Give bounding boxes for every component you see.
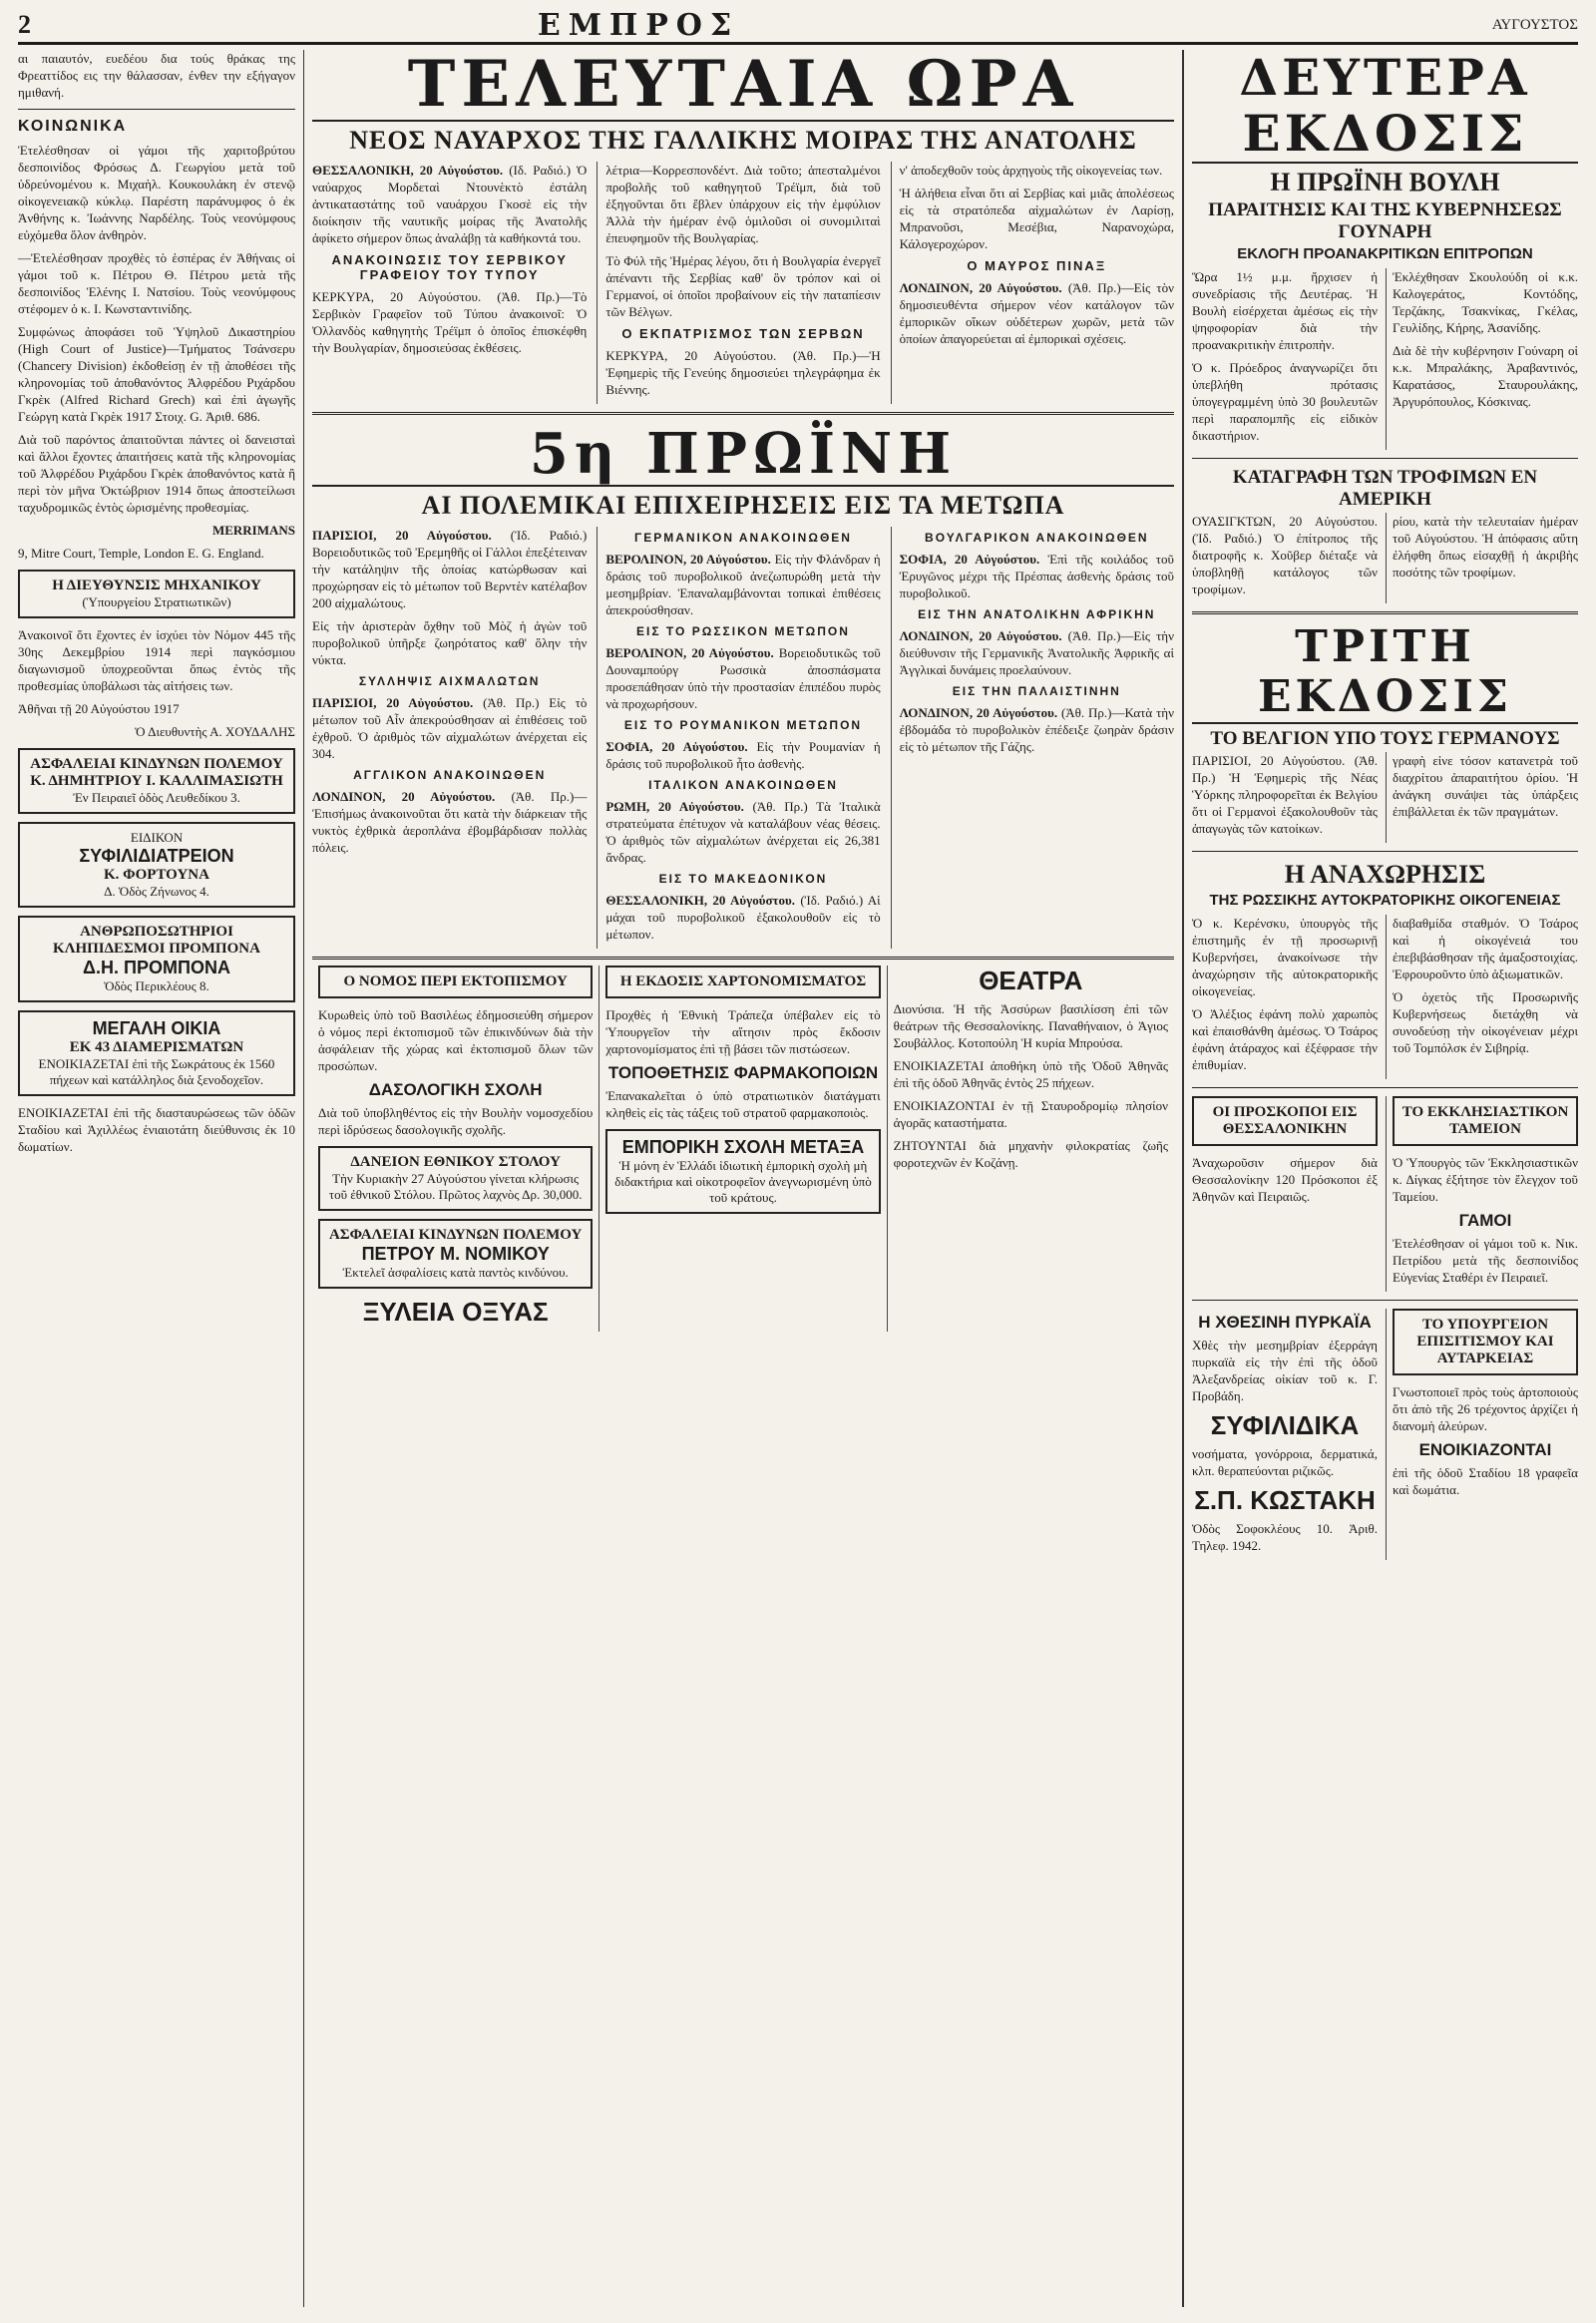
article-text: Εἰς τὴν Ρουμανίαν ἡ δράσις τοῦ πυροβολικοῦ ἦτο ἀσθενὴς. (605, 739, 881, 771)
dateline: ΛΟΝΔΙΝΟΝ, 20 Αὐγούστου. (899, 705, 1058, 720)
fire-title: Η ΧΘΕΣΙΝΗ ΠΥΡΚΑΪΑ (1198, 1313, 1372, 1332)
article-text: Ἐκλέχθησαν Σκουλούδη οἱ κ.κ. Καλογεράτος, Κοντόδης, Τερζάκης, Τσακνίκας, Γκέλας, Γευλίδης, Κήρης, Ἀσανίδης. (1393, 269, 1578, 335)
syphilis-ad-text: νοσήματα, γονόρροια, δερματικά, κλπ. θεραπεύονται ριζικῶς. (1192, 1446, 1378, 1478)
article-text: ΠΑΡΙΣΙΟΙ, 20 Αὐγούστου. (Ἀθ. Πρ.) Ἡ Ἐφημερὶς τῆς Νέας Ὑόρκης πληροφορεῖται ἐκ Βελγίου ὅτι οἱ Γερμανοὶ ἐξακολουθοῦν τὰς ἀπαγωγὰς τῶν κατοίκων. (1192, 753, 1378, 836)
article-text: διαβαθμίδα σταθμόν. Ὁ Τσάρος καὶ ἡ οἰκογένειά του ἐπεβιβάσθησαν τῆς ἀμαξοστοιχίας. Ἐφρουροῦντο ὑπὸ ἀξιωματικῶν. (1393, 916, 1578, 981)
article-text: Ὁ κ. Κερένσκυ, ὑπουργὸς τῆς ἐπιστημῆς ἐν τῇ προσωρινῇ Κυβερνήσει, ἀνακοίνωσε τὴν ἀναχώρησιν τῆς αὐτοκρατορικῆς οἰκογενείας. (1192, 916, 1378, 998)
ad-insurance-name: Κ. ΔΗΜΗΤΡΙΟΥ Ι. ΚΑΛΛΙΜΑΣΙΩΤΗ (30, 773, 283, 789)
ad-trusses-name: Δ.Η. ΠΡΟΜΠΟΝΑ (83, 958, 230, 977)
article-text: (Ἀθ. Πρ.) Εἰς τὸ μέτωπον τοῦ Αἶν ἀπεκρούσθησαν αἱ ἐπιθέσεις τοῦ ἐχθροῦ. Ὁ ἀριθμὸς τῶν αἰχμαλώτων ἀνέρχεται εἰς 304. (312, 695, 588, 761)
engineering-sign: Ὁ Διευθυντὴς Α. ΧΟΥΔΑΛΗΣ (135, 724, 295, 739)
departure-title: Η ΑΝΑΧΩΡΗΣΙΣ (1284, 860, 1486, 889)
dateline: ΠΑΡΙΣΙΟΙ, 20 Αὐγούστου. (312, 695, 474, 710)
ad-insurance (18, 748, 295, 814)
notice-title: Η ΕΚΔΟΣΙΣ ΧΑΡΤΟΝΟΜΙΣΜΑΤΟΣ (619, 973, 867, 989)
intro-text: αι παιαυτόν, ευεδέου δια τούς θράκας της Φρεαττίδος εις την θάλασσαν, ένθεν την εξήγαγον ημιθανή. (18, 51, 295, 100)
page-number: 2 (18, 10, 31, 39)
timber-ad: ΞΥΛΕΙΑ ΟΞΥΑΣ (362, 1297, 549, 1327)
legal-signature: MERRIMANS (211, 523, 295, 538)
ad-clinic (18, 822, 295, 908)
article-text: ἐπὶ τῆς ὁδοῦ Σταδίου 18 γραφεῖα καὶ δωμάτια. (1393, 1465, 1578, 1497)
dateline: ΒΕΡΟΛΙΝΟΝ, 20 Αὐγούστου. (605, 645, 774, 660)
weddings-title: ΓΑΜΟΙ (1458, 1211, 1512, 1230)
middle-column (304, 50, 1182, 2307)
notice-text: Διὰ τοῦ ὑποβληθέντος εἰς τὴν Βουλὴν νομοσχεδίου περὶ ἱδρύσεως δασολογικῆς σχολῆς. (318, 1105, 594, 1137)
ministry-title: ΤΟ ΥΠΟΥΡΓΕΙΟΝ ΕΠΙΣΙΤΙΣΜΟΥ ΚΑΙ ΑΥΤΑΡΚΕΙΑΣ (1416, 1317, 1554, 1366)
article-text: Ἐπὶ τῆς κοιλάδος τοῦ Ἐρυγῶνος μέχρι τῆς Πρέσπας ἀσθενὴς δράσις τοῦ πυροβολικοῦ. (899, 552, 1174, 600)
section-heading: ΕΙΣ ΤΟ ΡΩΣΣΙΚΟΝ ΜΕΤΩΠΟΝ (636, 624, 850, 638)
legal-text: Συμφώνως ἀποφάσει τοῦ Ὑψηλοῦ Δικαστηρίου (High Court of Justice)—Τμήματος Τσάνσερυ (Chancery Division) ἐκδοθείσῃ ἐν τῇ ἀποθέσει τῆς κληρονομίας τοῦ ἀποθανόντος Ἀλφρέδου Ριχάρδου Γκρὲκ (Alfred Richard Grech) καὶ ἐπὶ ἀγωγῆς Γεώργη κατὰ Γκρὲκ 1917 Στοιχ. G. Ἀριθ. 686. (18, 324, 295, 424)
article-text: (Ἀθ. Πρ.)—Κατὰ τὴν ἐβδομάδα τὸ πυροβολικὸν ἐπέδειξε ζωηρὰν δράσιν εἰς τὸ μέτωπον τῆς Γάζης. (899, 705, 1174, 754)
rent-title: ΕΝΟΙΚΙΑΖΟΝΤΑΙ (1418, 1440, 1552, 1459)
theatres-text: Διονύσια. Ἡ τῆς Ἀσσύρων βασιλίσση ἐπὶ τῶν θεάτρων τῆς Θεσσαλονίκης. Παναθήναιον, ὁ Ἀγιος Σουβάλλος. Κοτοπούλη Ἡ κυρία Μπρούσα. (893, 1001, 1168, 1050)
food-registry-title: ΚΑΤΑΓΡΑΦΗ ΤΩΝ ΤΡΟΦΙΜΩΝ ΕΝ ΑΜΕΡΙΚΗ (1232, 467, 1538, 510)
article-text: Ὁ ὀχετὸς τῆς Προσωρινῆς Κυβερνήσεως διετάχθη νὰ συνοδεύσῃ τὴν οἰκογένειαν μέχρι τοῦ Τομπόλσκ ἐν Σιβηρίᾳ. (1393, 989, 1578, 1055)
last-hour-subheadline: ΝΕΟΣ ΝΑΥΑΡΧΟΣ ΤΗΣ ΓΑΛΛΙΚΗΣ ΜΟΙΡΑΣ ΤΗΣ ΑΝΑΤΟΛΗΣ (349, 126, 1137, 155)
paper-name: ΕΜΠΡΟΣ (537, 7, 740, 43)
article-text: (Ἀθ. Πρ.) Τὰ Ἰταλικὰ στρατεύματα ἐπέτυχον νὰ καταλάβουν νέας θέσεις. Ὁ ἀριθμὸς τῶν αἰχμαλώτων ἀνέρχεται εἰς 26,381 ἄνδρας. (605, 799, 881, 865)
ad-clinic-address: Δ. Ὁδὸς Ζήνωνος 4. (104, 884, 209, 899)
article-text: ΟΥΑΣΙΓΚΤΩΝ, 20 Αὐγούστου. (Ἰδ. Ραδιό.) Ὁ ἐπίτροπος τῆς διατροφῆς κ. Χοῦβερ διέταξε νὰ ὑποβληθῇ κατάλογος τῶν τροφίμων. (1192, 514, 1378, 596)
dateline: ΣΟΦΙΑ, 20 Αὐγούστου. (899, 552, 1040, 567)
belgium-title: ΤΟ ΒΕΛΓΙΟΝ ΥΠΟ ΤΟΥΣ ΓΕΡΜΑΝΟΥΣ (1210, 728, 1560, 749)
article-text: Ὁ κ. Πρόεδρος ἀναγνωρίζει ὅτι ὑπεβλήθη πρότασις ὑπογεγραμμένη ὑπὸ 30 βουλευτῶν περὶ παραπομπῆς εἰς εἰδικὸν δικαστήριον. (1192, 360, 1378, 443)
legal-address: 9, Mitre Court, Temple, London E. G. England. (18, 546, 264, 561)
right-column (1182, 50, 1586, 2307)
ad-insurance-title: ΑΣΦΑΛΕΙΑΙ ΚΙΝΔΥΝΩΝ ΠΟΛΕΜΟΥ (30, 756, 283, 772)
scouts-title: ΟΙ ΠΡΟΣΚΟΠΟΙ ΕΙΣ ΘΕΣΣΑΛΟΝΙΚΗΝ (1212, 1104, 1358, 1137)
article-text: (Ἀθ. Πρ.)—Ἐπισήμως ἀνακοινοῦται ὅτι κατὰ τὴν διάρκειαν τῆς νυκτὸς ἐχθρικὰ ἀεροπλάνα ἐβομβάρδισαν πολλὰς πόλεις. (312, 789, 588, 855)
lower-notices (312, 957, 1174, 1332)
syphilis-ad-title: ΣΥΦΙΛΙΔΙΚΑ (1210, 1410, 1360, 1440)
parliament-columns (1192, 268, 1578, 450)
dateline: ΠΑΡΙΣΙΟΙ, 20 Αὐγούστου. (312, 528, 492, 543)
section-heading: Ο ΕΚΠΑΤΡΙΣΜΟΣ ΤΩΝ ΣΕΡΒΩΝ (621, 326, 865, 341)
ad-house (18, 1010, 295, 1096)
operations-columns (312, 527, 1174, 949)
second-edition-headline: ΔΕΥΤΕΡΑ ΕΚΔΟΣΙΣ (1192, 50, 1578, 164)
section-heading: ΑΝΑΚΟΙΝΩΣΙΣ ΤΟΥ ΣΕΡΒΙΚΟΥ ΓΡΑΦΕΙΟΥ ΤΟΥ ΤΥΠΟΥ (331, 252, 568, 282)
ad-house-sub: ΕΚ 43 ΔΙΑΜΕΡΙΣΜΑΤΩΝ (69, 1039, 244, 1055)
school-text: Ἡ μόνη ἐν Ἑλλάδι ἰδιωτικὴ ἐμπορικὴ σχολὴ μὴ διδακτήρια καὶ οἰκοτροφεῖον ἀνεγνωρισμένη ὑπὸ τοῦ κράτους. (614, 1158, 872, 1205)
section-heading: ΕΙΣ ΤΟ ΜΑΚΕΔΟΝΙΚΟΝ (658, 872, 828, 886)
dateline: ΛΟΝΔΙΝΟΝ, 20 Αὐγούστου. (312, 789, 496, 804)
last-hour-headline: ΤΕΛΕΥΤΑΙΑ ΩΡΑ (312, 50, 1174, 122)
article-text: (Ἰδ. Ραδιό.) Βορειοδυτικῶς τοῦ Ἐρεμηθῆς οἱ Γάλλοι ἐπεξέτειναν τὴν κατάληψιν τῆς ὁποίας κατώρθωσαν καὶ προχώρησαν εἰς τὸ μέτωπον τοῦ Βερντὲν κατέλαβον 200 αἰχμαλώτους. (312, 528, 588, 610)
notice-title: Ο ΝΟΜΟΣ ΠΕΡΙ ΕΚΤΟΠΙΣΜΟΥ (343, 973, 568, 989)
article-text: Διὰ δὲ τὴν κυβέρνησιν Γούναρη οἱ κ.κ. Μπραλάκης, Ἀραβαντινός, Καρατάσος, Σταυρουλάκης, Ἀργυρόπουλος, Κόσκινας. (1393, 343, 1578, 409)
article-text: Ἡ ἀλήθεια εἶναι ὅτι αἱ Σερβίας καὶ μιᾶς ἀπολέσεως εἰς τὰ στρατόπεδα αἰχμαλώτων ἐν Λαρίσῃ, Μπρανοῦσι, Μεσέβια, Ναρανοχώρα, Κάλογεροχώρον. (899, 186, 1174, 251)
notice-text: Προχθὲς ἡ Ἐθνικὴ Τράπεζα ὑπέβαλεν εἰς τὸ Ὑπουργεῖον τὴν αἴτησιν πρὸς ἔκδοσιν χαρτονομίσματος ἐπὶ τῇ βάσει τῶν πιστώσεων. (605, 1007, 881, 1056)
departure-sub: ΤΗΣ ΡΩΣΣΙΚΗΣ ΑΥΤΟΚΡΑΤΟΡΙΚΗΣ ΟΙΚΟΓΕΝΕΙΑΣ (1209, 892, 1561, 909)
article-text: Ὁ Ἀλέξιος ἐφάνη πολὺ χαρωπὸς καὶ ἐπαισθάνθη ἀμέσως. Ὁ Τσάρος ἐφάνη ἀτάραχος καὶ ἐξέφρασε τὴν ἐπιθυμίαν. (1192, 1006, 1378, 1072)
left-column (10, 50, 304, 2307)
article-text: (Ἀθ. Πρ.)—Εἰς τὸν δημοσιευθέντα σήμερον νέον κατάλογον τῶν ἐμπορικῶν οἴκων οὐδέτερων χωρῶν, μετὰ τῶν ὁποίων ἀπαγορεύεται αἱ ἐμπορικαὶ σχέσεις. (899, 280, 1174, 346)
lottery-text: Τὴν Κυριακὴν 27 Αὐγούστου γίνεται κλήρωσις τοῦ ἐθνικοῦ Στόλου. Πρῶτος λαχνὸς Δρ. 30,000. (328, 1171, 583, 1202)
dateline: ΡΩΜΗ, 20 Αὐγούστου. (605, 799, 744, 814)
date-line: ΑΥΓΟΥΣΤΟΣ (1491, 16, 1578, 33)
engineering-notice (18, 570, 295, 618)
article-text: γραφὴ εἰνε τόσον κατανετρὰ τοῦ διαχρίτου ἀπαραιτήτου ὁρίου. Ἡ ἀνάγκη συνάψει τὰς ὑπάρξεις ἐπιβάλλεται ἐκ τῶν πραγμάτων. (1393, 753, 1578, 819)
parliament-sub-2: ΕΚΛΟΓΗ ΠΡΟΑΝΑΚΡΙΤΙΚΩΝ ΕΠΙΤΡΟΠΩΝ (1237, 245, 1533, 262)
social-text-2: —Ἐτελέσθησαν προχθὲς τὸ ἑσπέρας ἐν Ἀθήναις οἱ γάμοι τοῦ κ. Πέτρου Θ. Πέτρου μετὰ τῆς δεσποινίδος Ἑλένης Ι. Νατσίου. Τοὺς νεονύμφους στέφομεν ὁ κ. Ι. Κωνσταντινίδης. (18, 250, 295, 316)
article-text: Τὸ Φύλ τῆς Ἡμέρας λέγου, ὅτι ἡ Βουλγαρία ἐνεργεῖ ἀπέναντι τῆς Σερβίας καθ' ὃν τρόπον καὶ οἱ Γερμανοί, οἱ ὁποῖοι προβαίνουν εἰς τὴν παταπίεσιν τῶν Βέλγων. (605, 253, 881, 319)
section-heading: ΓΕΡΜΑΝΙΚΟΝ ΑΝΑΚΟΙΝΩΘΕΝ (634, 531, 852, 545)
last-hour-columns (312, 162, 1174, 404)
ad-house-title: ΜΕΓΑΛΗ ΟΙΚΙΑ (92, 1018, 221, 1038)
ad-trusses-title: ΑΝΘΡΩΠΟΣΩΤΗΡΙΟΙ ΚΛΗΠΙΔΕΣΜΟΙ ΠΡΟΜΠΟΝΑ (53, 924, 260, 957)
social-text: Ἐτελέσθησαν οἱ γάμοι τῆς χαριτοβρύτου δεσποινίδος Φρόσως Δ. Γεωργίου μετὰ τοῦ ὑδρεύνομένου κ. Μιχαὴλ. Κουκουλάκη ἐν στενῷ οἰκογενειακῷ κύκλῳ. Παρέστη παράνυμφος ὁ ἐκ Ἀνθήνης κ. Ἰωάννης Ναρδέλης. Τοὺς νεονύμφους εὐχόμεθα ὅλον ἀνθηρὸν. (18, 143, 295, 242)
article-text: ρίου, κατὰ τὴν τελευταίαν ἡμέραν τοῦ Αὐγούστου. Ἡ ἀπόφασις αὕτη ἐλήφθη ὅπως εἰσαχθῇ ἡ ἀκριβὴς ποσότης τῶν τροφίμων. (1393, 514, 1578, 580)
ad-house-text: ΕΝΟΙΚΙΑΖΕΤΑΙ ἐπὶ τῆς Σωκράτους ἐκ 1560 πήχεων καὶ κατάλληλος διὰ ξενοδοχεῖον. (38, 1056, 275, 1087)
masthead (18, 8, 1578, 45)
notice-heading: ΔΑΣΟΛΟΓΙΚΗ ΣΧΟΛΗ (368, 1080, 543, 1099)
ad-rent-text: ΕΝΟΙΚΙΑΖΕΤΑΙ ἐπὶ τῆς διασταυρώσεως τῶν ὁδῶν Σταδίου καὶ Ἀχιλλέως ἑνιαιοτάτη διεύθυνσις ἐκ 10 δωματίων. (18, 1105, 295, 1154)
article-text: (Ιδ. Ραδιό.) Ὁ ναύαρχος Μορδεταὶ Ντουνὲκτὸ ἐστάλη ἀντικαταστάτης τοῦ ναυάρχου Γκοσὲ εἰς τὴν διοίκησιν τῆς ναυτικῆς μοίρας τῆς Ἀνατολῆς ἀφίκετο σήμερον ὅπως ἀναλάβῃ τὰ καθήκοντά του. (312, 163, 588, 245)
article-text: Γνωστοποιεῖ πρὸς τοὺς ἀρτοποιοὺς ὅτι ἀπὸ τῆς 26 τρέχοντος ἀρχίζει ἡ διανομὴ ἀλεύρων. (1393, 1384, 1578, 1433)
ad-clinic-title: ΕΙΔΙΚΟΝ (130, 830, 184, 845)
dateline: ΛΟΝΔΙΝΟΝ, 20 Αὐγούστου. (899, 280, 1062, 295)
insurance-text: Ἐκτελεῖ ἀσφαλίσεις κατὰ παντὸς κινδύνου. (342, 1265, 569, 1280)
article-text: Ἐτελέσθησαν οἱ γάμοι τοῦ κ. Νικ. Πετρίδου μετὰ τῆς δεσποινίδος Εὐγενίας Σταθέρι ἐν Πειραιεῖ. (1393, 1236, 1578, 1285)
article-text: (Ἀθ. Πρ.)—Εἰς τὴν διεύθυνσιν τῆς Γερμανικῆς Ἀνατολικῆς Ἀφρικῆς αἱ Ἀγγλικαὶ δυνάμεις προελαύνουν. (899, 628, 1174, 677)
ad-insurance-address: Ἐν Πειραιεῖ ὁδὸς Λευθεδίκου 3. (73, 790, 240, 805)
notice-text: Ἐπανακαλεῖται ὁ ὑπὸ στρατιωτικὸν διατάγματι κληθεὶς εἰς τὰς τάξεις τοῦ στρατοῦ φαρμακοποιὸς. (605, 1088, 881, 1120)
article-text: Εἰς τὴν ἀριστερὰν ὄχθην τοῦ Μὸζ ἡ ἀγὼν τοῦ πυροβολικοῦ ὑπῆρξε ζωηρότατος καθ' ὅλην τὴν νύκτα. (312, 618, 588, 667)
section-heading: ΕΙΣ ΤΗΝ ΑΝΑΤΟΛΙΚΗΝ ΑΦΡΙΚΗΝ (918, 607, 1156, 621)
engineering-text: Ἀνακοινοῖ ὅτι ἔχοντες ἐν ἰσχύει τὸν Νόμον 445 τῆς 30ης Δεκεμβρίου 1914 περὶ παγκόσμιου διαγωνισμοῦ ὑποχρεοῦνται ὅπως ἐντὸς τῆς προθεσμίας ὑποβάλωσι τὰς αἰτήσεις των. (18, 627, 295, 693)
lottery-title: ΔΑΝΕΙΟΝ ΕΘΝΙΚΟΥ ΣΤΟΛΟΥ (350, 1154, 561, 1170)
theatres-title: ΘΕΑΤΡΑ (979, 966, 1083, 995)
wanted-text: ΖΗΤΟΥΝΤΑΙ διὰ μηχανὴν φιλοκρατίας ζωῆς φοροτεχνῶν ἐν Κοζάνῃ. (893, 1138, 1168, 1170)
ad-trusses-address: Ὁδὸς Περικλέους 8. (104, 978, 209, 993)
section-heading: ΑΓΓΛΙΚΟΝ ΑΝΑΚΟΙΝΩΘΕΝ (353, 768, 547, 782)
dateline: ΘΕΣΣΑΛΟΝΙΚΗ, 20 Αὐγούστου. (312, 163, 504, 178)
article-text: ν' ἀποδεχθοῦν τοὺς ἀρχηγοὺς τῆς οἰκογενείας των. (899, 163, 1163, 178)
parliament-title: Η ΠΡΩΪΝΗ ΒΟΥΛΗ (1270, 168, 1500, 196)
dateline: ΛΟΝΔΙΝΟΝ, 20 Αὐγούστου. (899, 628, 1062, 643)
insurance-name: ΠΕΤΡΟΥ Μ. ΝΟΜΙΚΟΥ (361, 1244, 550, 1264)
article-text: ΚΕΡΚΥΡΑ, 20 Αὐγούστου. (Ἀθ. Πρ.)—Τὸ Σερβικὸν Γραφεῖον τοῦ Τύπου ἀνακοινοῖ: Ὁ Ὀλλανδὸς καθηγητὴς Τρέϊμπ ὁ ὁποῖος ἐπισκέφθη τὴν Βουλγαρίαν, δημοσιεύσας ἐκθέσεις. (312, 289, 588, 355)
parliament-sub: ΠΑΡΑΙΤΗΣΙΣ ΚΑΙ ΤΗΣ ΚΥΒΕΡΝΗΣΕΩΣ ΓΟΥΝΑΡΗ (1208, 199, 1562, 242)
social-title: ΚΟΙΝΩΝΙΚΑ (18, 118, 128, 135)
article-text: Εἰς τὴν Φλάνδραν ἡ δράσις τοῦ πυροβολικοῦ ἀνεζωπυρώθη μετὰ τὴν μεσημβρίαν. Ἐπαναλαμβάνονται τοπικαὶ ἐπιθέσεις ἀπεκρούσθησαν. (605, 552, 881, 617)
engineering-sub: (Ὑπουργείου Στρατιωτικῶν) (82, 594, 231, 609)
engineering-date: Ἀθῆναι τῇ 20 Αὐγούστου 1917 (18, 701, 180, 716)
section-heading: ΣΥΛΛΗΨΙΣ ΑΙΧΜΑΛΩΤΩΝ (358, 674, 541, 688)
doctor-name: Σ.Π. ΚΩΣΤΑΚΗ (1194, 1485, 1376, 1515)
notice-text: Κυρωθεὶς ὑπὸ τοῦ Βασιλέως ἐδημοσιεύθη σήμερον ὁ νόμος περὶ ἐκτοπισμοῦ τῶν ἐπικινδύνων διὰ τὴν ἀσφάλειαν τῆς χώρας καὶ ἐκτοπισμοῦ ὅλων τῶν προσώπων. (318, 1007, 594, 1073)
article-text: λέτρια—Κορρεσπονδέντ. Διὰ τοῦτο; ἀπεσταλμένοι προβολῆς τοῦ καθηγητοῦ Τρέϊμπ, διὰ τοῦ ἐξηγοῦνται ὅτι ἔβλεν ὑπάρχουν εἰς τὴν ἐμφύλιον Ἀλλὰ τὴν ἡμέραν ἐνῷ ὁμιλοῦσι οἱ συνομιλιταὶ ἐπευφημοῦν τῆς Βουλγαρίας. (605, 163, 881, 245)
school-title: ΕΜΠΟΡΙΚΗ ΣΧΟΛΗ ΜΕΤΑΞΑ (621, 1137, 865, 1157)
article-text: Ἀναχωροῦσιν σήμερον διὰ Θεσσαλονίκην 120 Πρόσκοποι ἐξ Ἀθηνῶν καὶ Πειραιῶς. (1192, 1155, 1378, 1204)
dateline: ΘΕΣΣΑΛΟΝΙΚΗ, 20 Αὐγούστου. (605, 893, 796, 908)
article-text: Χθὲς τὴν μεσημβρίαν ἐξερράγη πυρκαϊὰ εἰς τὴν ἐπὶ τῆς ὁδοῦ Ἀλεξανδρείας οἰκίαν τοῦ κ. Γ. Προβάδη. (1192, 1338, 1378, 1403)
church-fund-title: ΤΟ ΕΚΚΛΗΣΙΑΣΤΙΚΟΝ ΤΑΜΕΙΟΝ (1401, 1104, 1569, 1137)
insurance-title: ΑΣΦΑΛΕΙΑΙ ΚΙΝΔΥΝΩΝ ΠΟΛΕΜΟΥ (328, 1227, 583, 1243)
legal-text-2: Διὰ τοῦ παρόντος ἀπαιτοῦνται πάντες οἱ δανεισταὶ καὶ ἄλλοι ἔχοντες ἀπαιτήσεις κατὰ τῆς κληρονομίας τοῦ Ἀλφρέδου Ριχάρδου Γκρὲκ ἀποθανόντος κατὰ ἢ περὶ τὸν μῆνα Ὀκτώβριον 1914 ὅπως ἀποστείλωσι ταχυδρομικῶς ἐντὸς ὡρισμένης προθεσμίας. (18, 432, 295, 515)
section-heading: ΕΙΣ ΤΗΝ ΠΑΛΑΙΣΤΙΝΗΝ (952, 684, 1121, 698)
dateline: ΒΕΡΟΛΙΝΟΝ, 20 Αὐγούστου. (605, 552, 771, 567)
dateline: ΣΟΦΙΑ, 20 Αὐγούστου. (605, 739, 748, 754)
ad-clinic-name: Κ. ΦΟΡΤΟΥΝΑ (104, 867, 209, 883)
article-text: Ὁ Ὑπουργὸς τῶν Ἐκκλησιαστικῶν κ. Δίγκας ἐξήτησε τὸν ἔλεγχον τοῦ Ταμείου. (1393, 1155, 1578, 1204)
article-text: Βορειοδυτικῶς τοῦ Δουναμπούργ Ρωσσικὰ ἀποσπάσματα προσεπάθησαν ὑπὸ τὴν προστασίαν ἐπιπέδου πυρὸς νὰ προχωρήσουν. (605, 645, 881, 711)
rent-text: ΕΝΟΙΚΙΑΖΟΝΤΑΙ ἐν τῇ Σταυροδρομίῳ πλησίον ἀγορᾶς καταστήματα. (893, 1098, 1168, 1130)
ad-clinic-big: ΣΥΦΙΛΙΔΙΑΤΡΕΙΟΝ (79, 846, 234, 866)
doctor-address: Ὁδὸς Σοφοκλέους 10. Ἀριθ. Τηλεφ. 1942. (1192, 1521, 1378, 1553)
article-text: Ὥρα 1½ μ.μ. ἤρχισεν ἡ συνεδρίασις τῆς Δευτέρας. Ἡ Βουλὴ εἰσέρχεται ἀμέσως εἰς τὴν ψηφοφορίαν διὰ τὴν προανακριτικὴν ἐπιτροπὴν. (1192, 269, 1378, 352)
section-heading: ΕΙΣ ΤΟ ΡΟΥΜΑΝΙΚΟΝ ΜΕΤΩΠΟΝ (623, 718, 863, 732)
article-text: ΚΕΡΚΥΡΑ, 20 Αὐγούστου. (Ἀθ. Πρ.)—Ἡ Ἐφημερὶς τῆς Γενεύης δημοσιεύει τηλεγράφημα ἐκ Βιέννης. (605, 348, 881, 397)
operations-subheadline: ΑΙ ΠΟΛΕΜΙΚΑΙ ΕΠΙΧΕΙΡΗΣΕΙΣ ΕΙΣ ΤΑ ΜΕΤΩΠΑ (421, 491, 1065, 520)
ad-trusses (18, 916, 295, 1002)
section-heading: ΒΟΥΛΓΑΡΙΚΟΝ ΑΝΑΚΟΙΝΩΘΕΝ (925, 531, 1149, 545)
section-heading: ΙΤΑΛΙΚΟΝ ΑΝΑΚΟΙΝΩΘΕΝ (648, 778, 838, 792)
morning-headline: 5η ΠΡΩΪΝΗ (312, 423, 1174, 487)
engineering-title: Η ΔΙΕΥΘΥΝΣΙΣ ΜΗΧΑΝΙΚΟΥ (52, 578, 261, 593)
rent-text: ΕΝΟΙΚΙΑΖΕΤΑΙ ἀποθήκη ὑπὸ τῆς Ὁδοῦ Ἀθηνᾶς ἐπὶ τῆς ὁδοῦ Ἀθηνᾶς ἐντὸς 25 πήχεων. (893, 1058, 1168, 1090)
article-text: (Ἰδ. Ραδιό.) Αἱ μάχαι τοῦ πυροβολικοῦ ἐξακολουθοῦν εἰς τὸ μέτωπον. (605, 893, 881, 942)
third-edition-headline: ΤΡΙΤΗ ΕΚΔΟΣΙΣ (1192, 622, 1578, 724)
section-heading: Ο ΜΑΥΡΟΣ ΠΙΝΑΞ (967, 258, 1107, 273)
notice-heading: ΤΟΠΟΘΕΤΗΣΙΣ ΦΑΡΜΑΚΟΠΟΙΩΝ (607, 1063, 879, 1082)
